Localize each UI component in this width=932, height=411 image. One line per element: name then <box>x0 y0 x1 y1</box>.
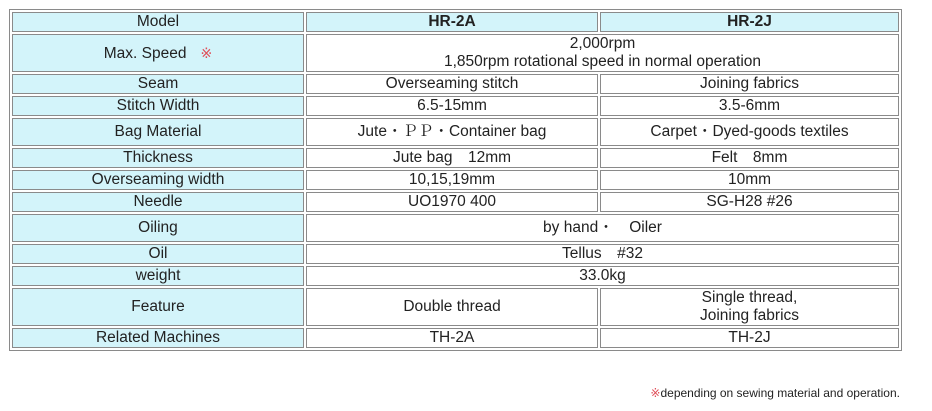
row-weight <box>12 266 899 286</box>
label-seam: Seam <box>12 74 304 94</box>
label-thickness: Thickness <box>12 148 304 168</box>
overseaming-width-hr2j: 10mm <box>600 170 899 190</box>
max-speed-line1: 2,000rpm <box>569 35 636 52</box>
row-stitch-width <box>12 96 899 116</box>
row-overseaming-width <box>12 170 899 190</box>
overseaming-width-hr2a: 10,15,19mm <box>306 170 598 190</box>
oiling-value: by hand・ Oiler <box>306 214 899 242</box>
row-feature <box>12 288 899 326</box>
bag-material-hr2j: Carpet・Dyed-goods textiles <box>600 118 899 146</box>
feature-hr2j-line1: Single thread, <box>701 289 798 306</box>
footnote <box>650 386 900 400</box>
label-stitch-width: Stitch Width <box>12 96 304 116</box>
label-max-speed <box>12 34 304 72</box>
feature-hr2j <box>600 288 899 326</box>
label-oil: Oil <box>12 244 304 264</box>
weight-value: 33.0kg <box>306 266 899 286</box>
row-oiling <box>12 214 899 242</box>
max-speed-value <box>306 34 899 72</box>
thickness-hr2a: Jute bag 12mm <box>306 148 598 168</box>
row-max-speed <box>12 34 899 72</box>
needle-hr2a: UO1970 400 <box>306 192 598 212</box>
label-overseaming-width: Overseaming width <box>12 170 304 190</box>
thickness-hr2j: Felt 8mm <box>600 148 899 168</box>
footnote-text: depending on sewing material and operation. <box>660 386 900 400</box>
label-related-machines: Related Machines <box>12 328 304 348</box>
feature-hr2a: Double thread <box>306 288 598 326</box>
row-needle <box>12 192 899 212</box>
related-hr2a: TH-2A <box>306 328 598 348</box>
row-thickness <box>12 148 899 168</box>
max-speed-label-text: Max. Speed <box>103 44 187 62</box>
footnote-mark-icon: ※ <box>650 386 661 400</box>
stitch-width-hr2a: 6.5-15mm <box>306 96 598 116</box>
label-oiling: Oiling <box>12 214 304 242</box>
related-hr2j: TH-2J <box>600 328 899 348</box>
label-feature: Feature <box>12 288 304 326</box>
max-speed-line2: 1,850rpm rotational speed in normal operation <box>443 53 762 70</box>
row-bag-material <box>12 118 899 146</box>
needle-hr2j: SG-H28 #26 <box>600 192 899 212</box>
row-seam <box>12 74 899 94</box>
seam-hr2a: Overseaming stitch <box>306 74 598 94</box>
label-bag-material: Bag Material <box>12 118 304 146</box>
stitch-width-hr2j: 3.5-6mm <box>600 96 899 116</box>
row-oil <box>12 244 899 264</box>
feature-hr2j-line2: Joining fabrics <box>699 307 800 324</box>
seam-hr2j: Joining fabrics <box>600 74 899 94</box>
oil-value: Tellus #32 <box>306 244 899 264</box>
header-model: Model <box>12 12 304 32</box>
header-hr2j: HR-2J <box>600 12 899 32</box>
label-weight: weight <box>12 266 304 286</box>
row-related-machines <box>12 328 899 348</box>
header-row <box>12 12 899 32</box>
spec-table <box>9 9 902 351</box>
label-needle: Needle <box>12 192 304 212</box>
header-hr2a: HR-2A <box>306 12 598 32</box>
bag-material-hr2a: Jute・ＰＰ・Container bag <box>306 118 598 146</box>
note-mark-icon: ※ <box>200 44 213 61</box>
